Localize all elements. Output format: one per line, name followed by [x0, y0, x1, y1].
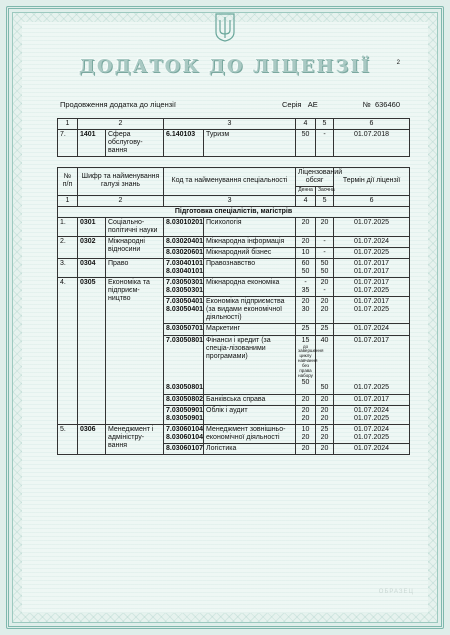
- volume-day: 20: [301, 406, 310, 414]
- series-label: Серія: [282, 100, 302, 109]
- volume-day: 15: [301, 336, 310, 344]
- volume-day: 20: [301, 298, 310, 306]
- license-term: 01.07.2024: [354, 406, 390, 414]
- volume-day: 20: [296, 443, 316, 454]
- series-value: АЕ: [307, 100, 318, 109]
- header-volume: Ліцензований обсяг: [296, 168, 334, 187]
- continuation-table: [57, 118, 410, 157]
- table-row: [58, 217, 410, 236]
- volume-day: 10: [296, 248, 316, 259]
- number-label: №: [362, 100, 371, 109]
- license-term: 01.07.2017: [334, 394, 410, 405]
- volume-day: 20: [296, 394, 316, 405]
- specialty-code: 8.03060107: [164, 443, 204, 454]
- field-code: 0305: [78, 278, 106, 424]
- header-row: [58, 168, 410, 187]
- volume-day: 35: [301, 287, 310, 295]
- index-cell: 4: [296, 119, 316, 130]
- index-cell: 2: [78, 195, 164, 206]
- volume-extramural: 50: [320, 384, 329, 392]
- volume-day: 20: [301, 414, 310, 422]
- license-term: 01.07.2024: [334, 443, 410, 454]
- specialty-code: 8.03050401: [166, 306, 203, 314]
- specialty-code: 7.03040101: [166, 260, 203, 268]
- index-cell: 5: [316, 195, 334, 206]
- specialty-name: Менеджмент зовнішньо-економічної діяльності: [204, 424, 296, 443]
- volume-extramural: 20: [316, 443, 334, 454]
- license-term: 01.07.2018: [334, 130, 410, 157]
- trident-emblem-icon: [214, 12, 236, 42]
- specialty-code: 8.03060104: [166, 433, 203, 441]
- index-cell: 6: [334, 195, 410, 206]
- license-term: 01.07.2025: [354, 306, 390, 314]
- header-term: Термін дії ліцензії: [334, 168, 410, 196]
- field-name: Соціально-політичні науки: [106, 217, 164, 236]
- volume-note: до завершення циклу навчання без права набору: [298, 343, 324, 379]
- license-term: 01.07.2024: [334, 237, 410, 248]
- specialty-name: Міжнародна економіка: [204, 278, 296, 297]
- specialty-name: Фінанси і кредит (за спеціа-лізованими програмами): [204, 335, 296, 394]
- header-number: № п/п: [58, 168, 78, 196]
- row-number: 1.: [58, 217, 78, 236]
- row-number: 2.: [58, 237, 78, 259]
- volume-day: 60: [301, 260, 310, 268]
- watermark-text: ОБРАЗЕЦ: [378, 589, 414, 595]
- specialty-code: 6.140103: [164, 130, 204, 157]
- specialty-name: Облік і аудит: [204, 405, 296, 424]
- index-cell: 6: [334, 119, 410, 130]
- table-row: [58, 424, 410, 443]
- volume-day: 20: [301, 433, 310, 441]
- specialty-name: Правознавство: [204, 259, 296, 278]
- header-day: Денна: [296, 187, 316, 196]
- index-cell: 1: [58, 119, 78, 130]
- field-name: Міжнародні відносини: [106, 237, 164, 259]
- field-name: Право: [106, 259, 164, 278]
- table-row: [58, 259, 410, 278]
- page-number: 2: [396, 60, 400, 66]
- volume-extramural: 25: [316, 324, 334, 335]
- series-field: [282, 100, 318, 109]
- specialties-table: [57, 167, 410, 455]
- index-cell: 1: [58, 195, 78, 206]
- volume-extramural: -: [316, 237, 334, 248]
- volume-day: 10: [301, 425, 310, 433]
- specialty-code: 8.03020401: [164, 237, 204, 248]
- specialty-name: Банківська справа: [204, 394, 296, 405]
- volume-day: 20: [296, 217, 316, 236]
- volume-extramural: 20: [316, 394, 334, 405]
- license-term: 01.07.2017: [354, 268, 390, 276]
- header-field: Шифр та найменування галузі знань: [78, 168, 164, 196]
- license-term: 01.07.2017: [354, 298, 390, 306]
- section-row: [58, 206, 410, 217]
- table-row: [58, 237, 410, 248]
- license-term: 01.07.2025: [354, 287, 390, 295]
- specialty-name: Туризм: [204, 130, 296, 157]
- document-title: ДОДАТОК ДО ЛІЦЕНЗІЇ: [78, 56, 372, 77]
- index-cell: 3: [164, 119, 296, 130]
- license-term: 01.07.2025: [334, 217, 410, 236]
- row-number: 4.: [58, 278, 78, 424]
- continuation-label: Продовження додатка до ліцензії: [60, 100, 176, 109]
- volume-extramural: 20: [320, 306, 329, 314]
- license-term: 01.07.2017: [354, 260, 390, 268]
- specialty-name: Психологія: [204, 217, 296, 236]
- specialty-code: 7.03050401: [166, 298, 203, 306]
- specialty-code: 8.03050801: [166, 384, 203, 392]
- index-row: [58, 119, 410, 130]
- field-code: 1401: [78, 130, 106, 157]
- number-value: 636460: [374, 100, 400, 109]
- volume-day: 25: [296, 324, 316, 335]
- volume-extramural: -: [316, 130, 334, 157]
- volume-extramural: 20: [320, 414, 329, 422]
- license-term: 01.07.2024: [354, 425, 390, 433]
- volume-day: 50: [301, 268, 310, 276]
- license-term: 01.07.2025: [334, 248, 410, 259]
- specialty-code: 7.03050301: [166, 279, 203, 287]
- index-cell: 4: [296, 195, 316, 206]
- volume-day: 50: [301, 379, 310, 387]
- volume-extramural: 40: [320, 336, 329, 344]
- index-row: [58, 195, 410, 206]
- index-cell: 3: [164, 195, 296, 206]
- index-cell: 2: [78, 119, 164, 130]
- specialty-code: 8.03020601: [164, 248, 204, 259]
- specialty-name: Міжнародна інформація: [204, 237, 296, 248]
- volume-day: -: [304, 279, 307, 287]
- specialty-code: 8.03040101: [166, 268, 203, 276]
- license-term: 01.07.2017: [354, 279, 390, 287]
- volume-extramural: -: [316, 248, 334, 259]
- index-cell: 5: [316, 119, 334, 130]
- specialty-name: Міжнародний бізнес: [204, 248, 296, 259]
- row-number: 3.: [58, 259, 78, 278]
- field-code: 0304: [78, 259, 106, 278]
- volume-extramural: 50: [320, 260, 329, 268]
- volume-day: 20: [296, 237, 316, 248]
- volume-day: 30: [301, 306, 310, 314]
- number-field: [363, 100, 400, 109]
- field-name: Менеджмент і адміністру-вання: [106, 424, 164, 454]
- table-row: [58, 130, 410, 157]
- specialty-name: Маркетинг: [204, 324, 296, 335]
- specialty-code: 7.03050901: [166, 406, 203, 414]
- volume-extramural: 20: [320, 298, 329, 306]
- license-term: 01.07.2025: [354, 384, 390, 392]
- specialty-code: 7.03050801: [166, 336, 203, 344]
- volume-extramural: 20: [320, 433, 329, 441]
- volume-extramural: 50: [320, 268, 329, 276]
- row-number: 7.: [58, 130, 78, 157]
- volume-extramural: 20: [320, 279, 329, 287]
- license-term: 01.07.2024: [334, 324, 410, 335]
- header-extramural: Заочна: [316, 187, 334, 196]
- specialty-name: Економіка підприємства (за видами економічної діяльності): [204, 297, 296, 324]
- field-code: 0306: [78, 424, 106, 454]
- row-number: 5.: [58, 424, 78, 454]
- license-term: 01.07.2017: [354, 336, 390, 344]
- specialty-code: 8.03050701: [164, 324, 204, 335]
- specialty-name: Логістика: [204, 443, 296, 454]
- license-term: 01.07.2025: [354, 433, 390, 441]
- volume-extramural: -: [323, 287, 326, 295]
- volume-extramural: 20: [316, 217, 334, 236]
- specialty-code: 8.03010201: [164, 217, 204, 236]
- field-code: 0302: [78, 237, 106, 259]
- volume-extramural: 20: [320, 406, 329, 414]
- table-row: [58, 278, 410, 297]
- section-title: Підготовка спеціалістів, магістрів: [58, 206, 410, 217]
- specialty-code: 8.03050901: [166, 414, 203, 422]
- field-code: 0301: [78, 217, 106, 236]
- field-name: Економіка та підприєм-ництво: [106, 278, 164, 424]
- license-term: 01.07.2025: [354, 414, 390, 422]
- header-specialty: Код та найменування спеціальності: [164, 168, 296, 196]
- volume-extramural: 25: [320, 425, 329, 433]
- specialty-code: 8.03050301: [166, 287, 203, 295]
- field-name: Сфера обслугову-вання: [106, 130, 164, 157]
- volume-day: 50: [296, 130, 316, 157]
- specialty-code: 8.03050802: [164, 394, 204, 405]
- specialty-code: 7.03060104: [166, 425, 203, 433]
